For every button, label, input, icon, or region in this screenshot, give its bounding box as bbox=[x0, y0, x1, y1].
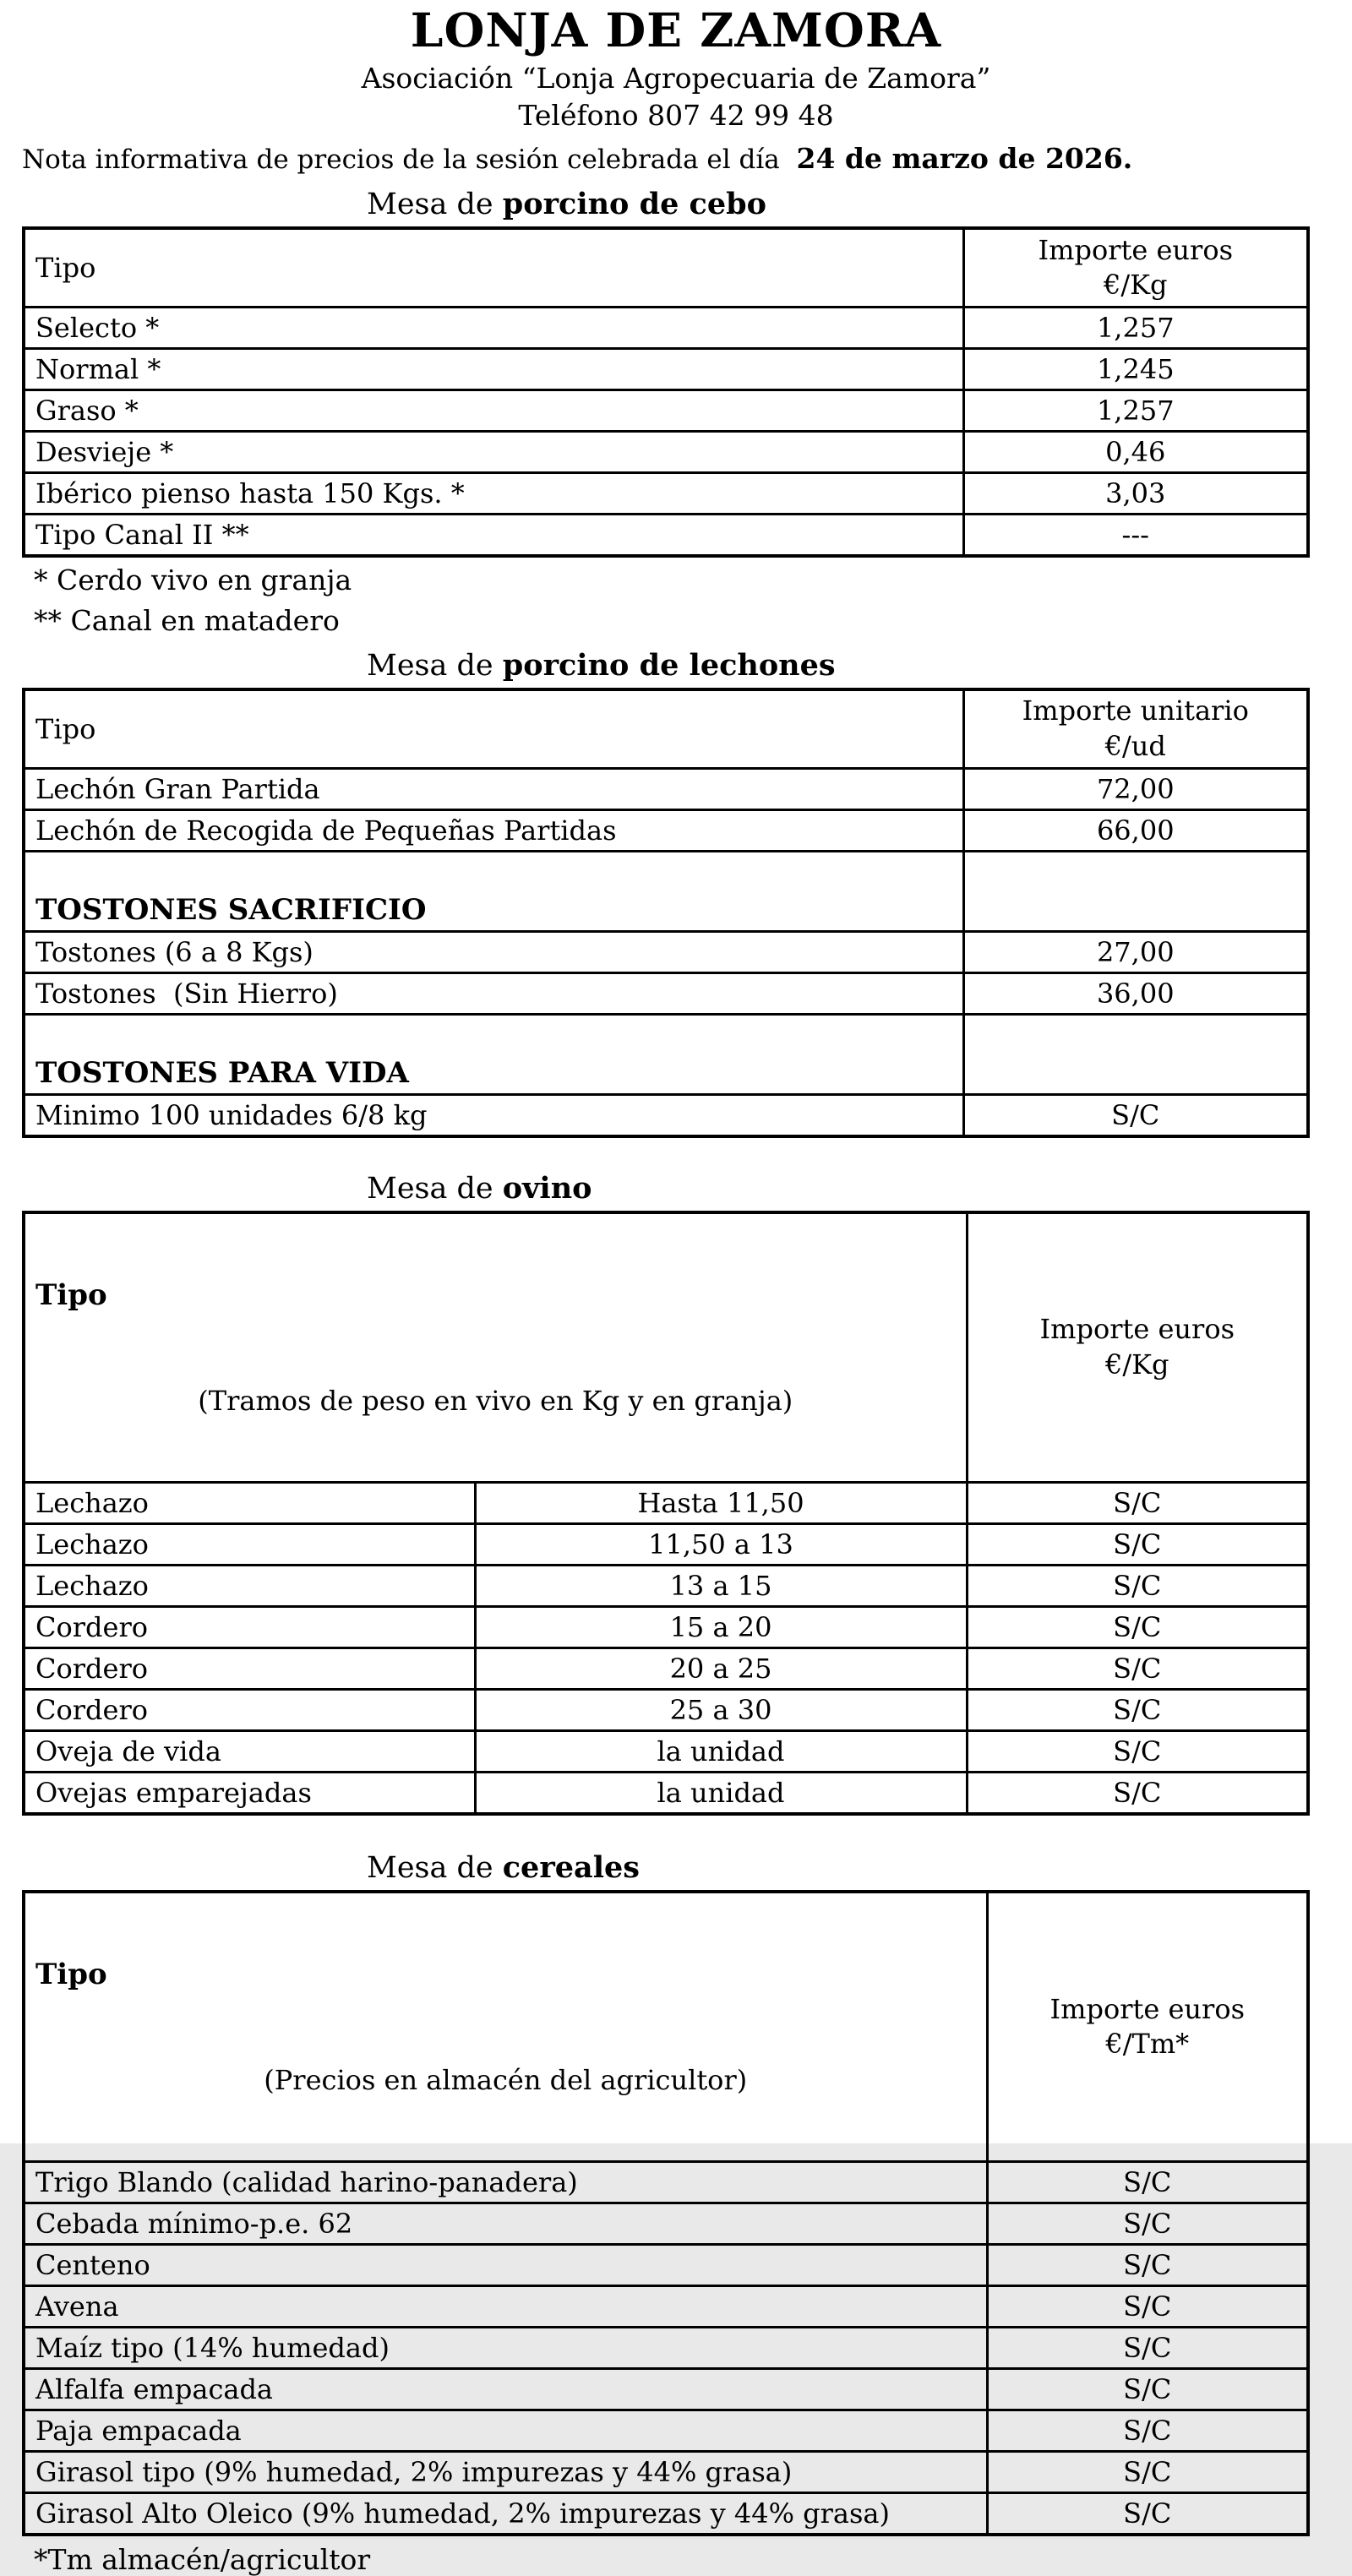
section-heading-prefix: Mesa de bbox=[367, 188, 503, 222]
table-row bbox=[24, 931, 1308, 972]
cebo-footnotes bbox=[34, 563, 1352, 638]
column-header-importe bbox=[967, 1212, 1308, 1483]
importe-header-line2: €/Kg bbox=[1103, 269, 1168, 302]
cell-importe: S/C bbox=[967, 1524, 1308, 1566]
table-row bbox=[24, 1731, 1308, 1773]
session-note-text: Nota informativa de precios de la sesión celebrada el día bbox=[22, 144, 797, 176]
table-row bbox=[24, 1566, 1308, 1607]
importe-header-line2: €/Tm* bbox=[1105, 2028, 1190, 2061]
price-table-lechones bbox=[22, 688, 1310, 1138]
cell-tipo: Cordero bbox=[24, 1690, 475, 1731]
cell-tramo: 15 a 20 bbox=[475, 1607, 967, 1648]
cell-importe: S/C bbox=[967, 1731, 1308, 1773]
document-header bbox=[0, 0, 1352, 135]
cell-importe: S/C bbox=[987, 2493, 1308, 2535]
cell-tipo: Trigo Blando (calidad harino-panadera) bbox=[24, 2162, 987, 2203]
tipo-header-subline: (Tramos de peso en vivo en Kg y en granja) bbox=[198, 1385, 793, 1418]
tipo-header-line: Tipo bbox=[35, 1958, 107, 1992]
cell-tipo: Cordero bbox=[24, 1607, 475, 1648]
table-row bbox=[24, 768, 1308, 809]
cell-importe: S/C bbox=[987, 2245, 1308, 2286]
tipo-header-line: Tipo bbox=[35, 1278, 107, 1313]
section-heading-lechones bbox=[367, 649, 1352, 683]
table-row bbox=[24, 2245, 1308, 2286]
section-heading-cebo bbox=[367, 188, 1352, 221]
table-row bbox=[24, 2286, 1308, 2328]
cell-tipo: Cordero bbox=[24, 1648, 475, 1690]
section-heading-prefix: Mesa de bbox=[367, 1171, 503, 1206]
importe-header-line1: Importe unitario bbox=[1022, 694, 1249, 727]
cell-tipo: Tostones (6 a 8 Kgs) bbox=[24, 931, 963, 972]
cell-tipo: Maíz tipo (14% humedad) bbox=[24, 2328, 987, 2369]
section-heading-prefix: Mesa de bbox=[367, 648, 503, 683]
cell-importe-empty bbox=[963, 1014, 1308, 1094]
cell-tipo: Ovejas emparejadas bbox=[24, 1773, 475, 1815]
cell-importe: 3,03 bbox=[963, 473, 1308, 515]
importe-header-line1: Importe euros bbox=[1038, 233, 1234, 266]
table-header-row bbox=[24, 228, 1308, 308]
cell-importe: S/C bbox=[967, 1566, 1308, 1607]
cell-importe: S/C bbox=[967, 1773, 1308, 1815]
table-row bbox=[24, 2493, 1308, 2535]
cell-tramo: 25 a 30 bbox=[475, 1690, 967, 1731]
cell-tipo: Alfalfa empacada bbox=[24, 2369, 987, 2410]
table-row bbox=[24, 972, 1308, 1014]
cell-tipo: Graso * bbox=[24, 390, 963, 432]
table-row bbox=[24, 390, 1308, 432]
cell-importe: S/C bbox=[967, 1483, 1308, 1524]
table-subheader-row bbox=[24, 851, 1308, 931]
cell-importe-empty bbox=[963, 851, 1308, 931]
footnote: *Tm almacén/agricultor bbox=[34, 2543, 371, 2576]
cell-tipo: Centeno bbox=[24, 2245, 987, 2286]
section-heading-name: ovino bbox=[502, 1170, 592, 1206]
column-header-importe bbox=[987, 1892, 1308, 2162]
table-row bbox=[24, 1773, 1308, 1815]
table-subheader-row bbox=[24, 1014, 1308, 1094]
table-row bbox=[24, 2369, 1308, 2410]
cell-tramo: 11,50 a 13 bbox=[475, 1524, 967, 1566]
footnote: ** Canal en matadero bbox=[34, 603, 340, 637]
cell-tipo: Girasol Alto Oleico (9% humedad, 2% impurezas y 44% grasa) bbox=[24, 2493, 987, 2535]
cell-importe: S/C bbox=[987, 2328, 1308, 2369]
table-row bbox=[24, 1094, 1308, 1136]
cell-importe: 1,257 bbox=[963, 390, 1308, 432]
page-title: LONJA DE ZAMORA bbox=[410, 3, 942, 57]
cell-importe: S/C bbox=[987, 2162, 1308, 2203]
cell-tipo: Minimo 100 unidades 6/8 kg bbox=[24, 1094, 963, 1136]
table-row bbox=[24, 473, 1308, 515]
table-row bbox=[24, 1483, 1308, 1524]
column-header-tipo: Tipo bbox=[24, 228, 963, 308]
cell-importe: 66,00 bbox=[963, 809, 1308, 851]
table-row bbox=[24, 1524, 1308, 1566]
cell-importe: 36,00 bbox=[963, 972, 1308, 1014]
cell-tipo: Tipo Canal II ** bbox=[24, 515, 963, 557]
cell-tipo: Cebada mínimo-p.e. 62 bbox=[24, 2203, 987, 2245]
table-row bbox=[24, 2162, 1308, 2203]
table-row bbox=[24, 349, 1308, 390]
cell-importe: S/C bbox=[987, 2286, 1308, 2328]
column-header-importe bbox=[963, 228, 1308, 308]
cell-tipo: Selecto * bbox=[24, 308, 963, 349]
cell-tipo: Lechón Gran Partida bbox=[24, 768, 963, 809]
table-row bbox=[24, 1607, 1308, 1648]
importe-header-line2: €/Kg bbox=[1104, 1348, 1169, 1381]
table-header-row bbox=[24, 1892, 1308, 2162]
cell-importe: 72,00 bbox=[963, 768, 1308, 809]
cell-tramo: Hasta 11,50 bbox=[475, 1483, 967, 1524]
table-row bbox=[24, 809, 1308, 851]
cell-importe: S/C bbox=[987, 2369, 1308, 2410]
association-line: Asociación “Lonja Agropecuaria de Zamora” bbox=[361, 61, 991, 95]
cell-tipo: Lechazo bbox=[24, 1566, 475, 1607]
cell-subheader: TOSTONES PARA VIDA bbox=[24, 1014, 963, 1094]
cell-tipo: Avena bbox=[24, 2286, 987, 2328]
cell-tipo: Lechazo bbox=[24, 1483, 475, 1524]
session-date: 24 de marzo de 2026. bbox=[796, 142, 1133, 176]
section-heading-prefix: Mesa de bbox=[367, 1851, 503, 1886]
cell-tramo: 20 a 25 bbox=[475, 1648, 967, 1690]
table-row bbox=[24, 1690, 1308, 1731]
cell-importe: S/C bbox=[987, 2452, 1308, 2493]
column-header-tipo bbox=[24, 1212, 967, 1483]
table-row bbox=[24, 308, 1308, 349]
cell-importe: S/C bbox=[987, 2203, 1308, 2245]
cell-subheader: TOSTONES SACRIFICIO bbox=[24, 851, 963, 931]
cell-tipo: Lechazo bbox=[24, 1524, 475, 1566]
importe-header-line1: Importe euros bbox=[1049, 1992, 1246, 2025]
cell-importe: S/C bbox=[967, 1690, 1308, 1731]
cell-importe: 1,257 bbox=[963, 308, 1308, 349]
cell-tipo: Ibérico pienso hasta 150 Kgs. * bbox=[24, 473, 963, 515]
cell-importe: S/C bbox=[967, 1607, 1308, 1648]
cell-importe: S/C bbox=[963, 1094, 1308, 1136]
cell-tipo: Normal * bbox=[24, 349, 963, 390]
section-heading-name: porcino de cebo bbox=[502, 187, 766, 222]
cell-tramo: la unidad bbox=[475, 1731, 967, 1773]
cell-tipo: Paja empacada bbox=[24, 2410, 987, 2452]
section-heading-name: cereales bbox=[502, 1850, 640, 1886]
cell-importe: S/C bbox=[967, 1648, 1308, 1690]
cell-importe: 27,00 bbox=[963, 931, 1308, 972]
price-table-ovino bbox=[22, 1211, 1310, 1816]
table-row bbox=[24, 2410, 1308, 2452]
table-row bbox=[24, 1648, 1308, 1690]
cell-tramo: la unidad bbox=[475, 1773, 967, 1815]
table-row bbox=[24, 515, 1308, 557]
cell-tramo: 13 a 15 bbox=[475, 1566, 967, 1607]
phone-line: Teléfono 807 42 99 48 bbox=[518, 99, 834, 133]
section-heading-ovino bbox=[367, 1172, 1352, 1206]
tipo-header-subline: (Precios en almacén del agricultor) bbox=[264, 2064, 748, 2097]
column-header-tipo: Tipo bbox=[24, 689, 963, 769]
cell-importe: 0,46 bbox=[963, 432, 1308, 473]
cell-tipo: Lechón de Recogida de Pequeñas Partidas bbox=[24, 809, 963, 851]
cell-importe: S/C bbox=[987, 2410, 1308, 2452]
table-row bbox=[24, 2328, 1308, 2369]
section-heading-name: porcino de lechones bbox=[502, 647, 836, 683]
session-note bbox=[22, 141, 1352, 177]
cell-tipo: Girasol tipo (9% humedad, 2% impurezas y 44% grasa) bbox=[24, 2452, 987, 2493]
cell-tipo: Desvieje * bbox=[24, 432, 963, 473]
importe-header-line2: €/ud bbox=[1104, 729, 1166, 762]
table-row bbox=[24, 432, 1308, 473]
price-table-cebo bbox=[22, 226, 1310, 558]
column-header-tipo bbox=[24, 1892, 987, 2162]
cell-importe: 1,245 bbox=[963, 349, 1308, 390]
importe-header-line1: Importe euros bbox=[1039, 1313, 1235, 1346]
table-header-row bbox=[24, 689, 1308, 769]
section-heading-cereales bbox=[367, 1851, 1352, 1885]
price-table-cereales bbox=[22, 1890, 1310, 2536]
cell-tipo: Oveja de vida bbox=[24, 1731, 475, 1773]
column-header-importe bbox=[963, 689, 1308, 769]
table-header-row bbox=[24, 1212, 1308, 1483]
cell-tipo: Tostones (Sin Hierro) bbox=[24, 972, 963, 1014]
footnote: * Cerdo vivo en granja bbox=[34, 564, 352, 597]
cell-importe: --- bbox=[963, 515, 1308, 557]
table-row bbox=[24, 2452, 1308, 2493]
table-row bbox=[24, 2203, 1308, 2245]
